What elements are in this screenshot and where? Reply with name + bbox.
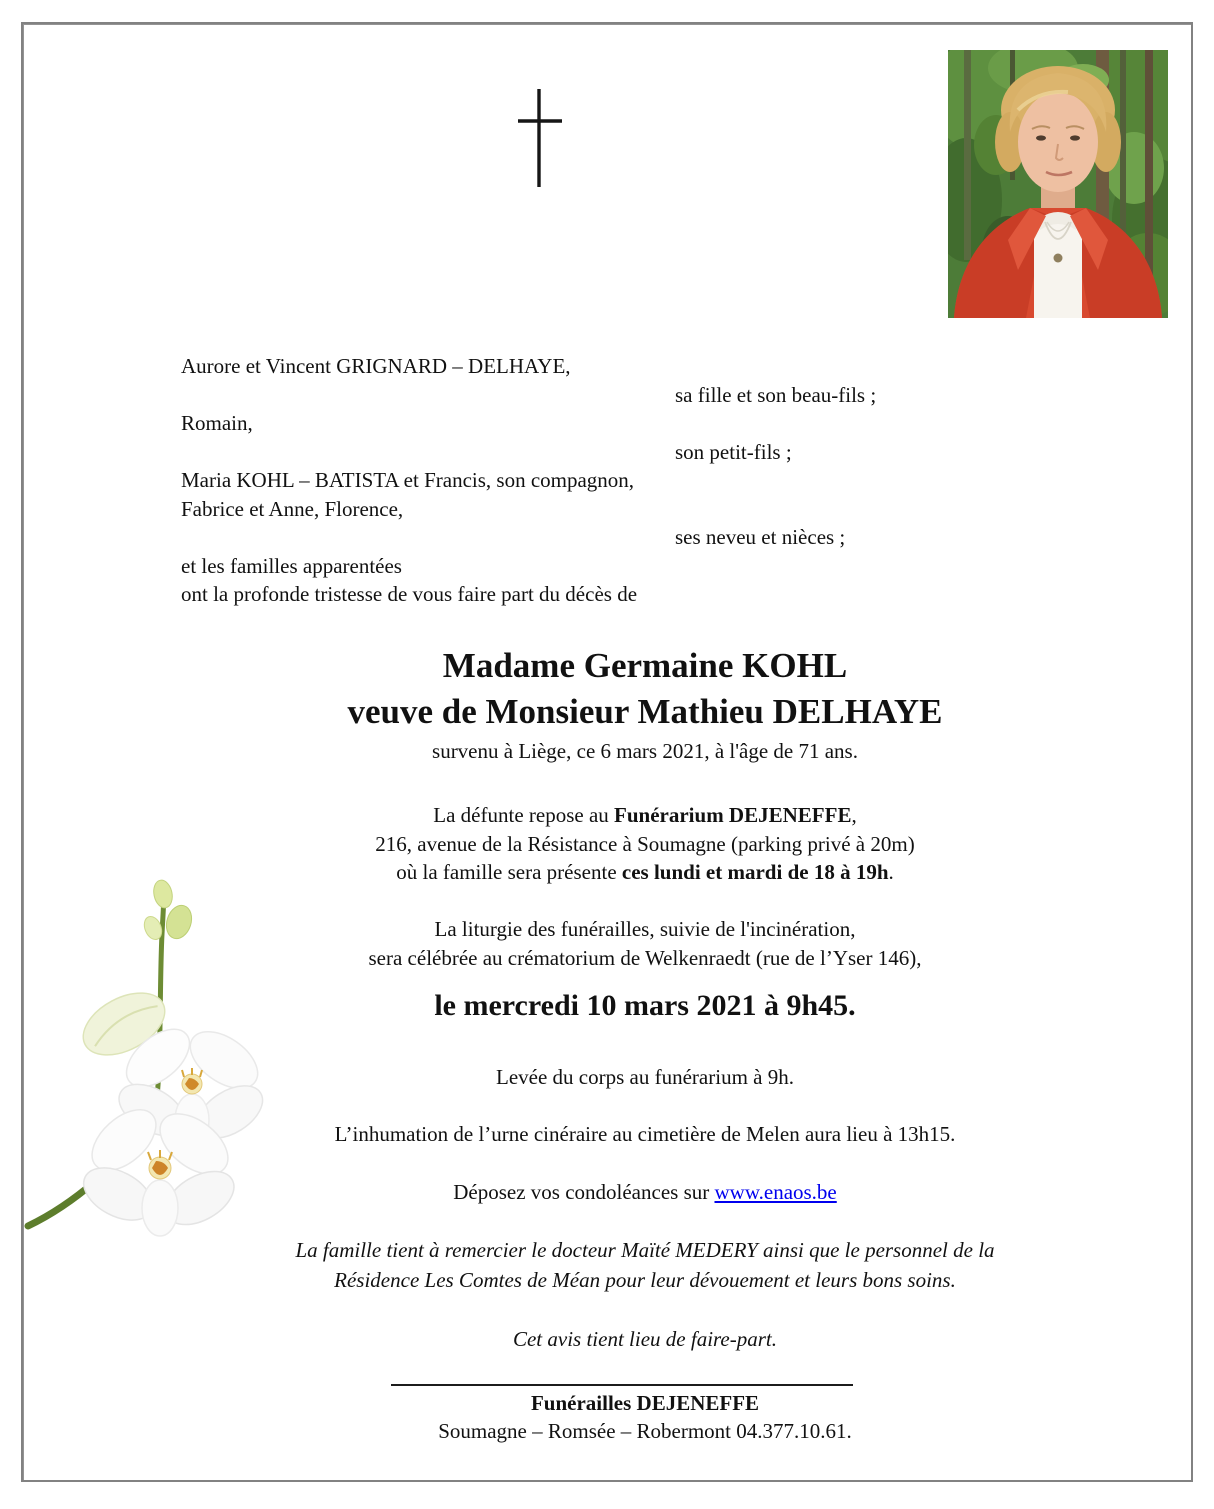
deceased-name-line2: veuve de Monsieur Mathieu DELHAYE xyxy=(347,692,943,731)
footer-divider-line xyxy=(391,1384,853,1386)
thanks-line2: Résidence Les Comtes de Méan pour leur dévouement et leurs bons soins. xyxy=(334,1267,956,1292)
family-line: et les familles apparentées xyxy=(181,553,402,578)
family-relation-line: son petit-fils ; xyxy=(675,439,792,464)
condolences-line: Déposez vos condoléances sur www.enaos.be xyxy=(453,1180,837,1204)
ceremony-block xyxy=(181,915,1109,972)
family-relation-line: ses neveu et nièces ; xyxy=(675,525,846,549)
ceremony-date-line: le mercredi 10 mars 2021 à 9h45. xyxy=(434,989,856,1022)
visiting-hours: ces lundi et mardi de 18 à 19h xyxy=(621,860,889,884)
family-line: Fabrice et Anne, Florence, xyxy=(181,496,404,521)
family-line: ont la profonde tristesse de vous faire part du décès de xyxy=(181,582,638,606)
levee-line: Levée du corps au funérarium à 9h. xyxy=(496,1065,794,1089)
repose-block xyxy=(181,801,1109,887)
deceased-name-title xyxy=(181,643,1109,735)
family-relation-line: sa fille et son beau-fils ; xyxy=(675,382,877,407)
family-announcement-block xyxy=(181,352,1041,609)
thanks-block xyxy=(181,1236,1109,1295)
portrait-photo xyxy=(948,50,1168,318)
ceremony-line2: sera célébrée au crématorium de Welkenraedt (rue de l’Yser 146), xyxy=(368,945,922,970)
family-line: Maria KOHL – BATISTA et Francis, son compagnon, xyxy=(181,468,635,492)
funeral-home-locations: Soumagne – Romsée – Robermont 04.377.10.61. xyxy=(438,1419,852,1443)
repose-visiting-line: où la famille sera présente ces lundi et mardi de 18 à 19h. xyxy=(396,860,894,884)
funerarium-name: Funérarium DEJENEFFE xyxy=(614,803,852,827)
faire-part-notice: Cet avis tient lieu de faire-part. xyxy=(512,1327,777,1351)
inhumation-line: L’inhumation de l’urne cinéraire au cimetière de Melen aura lieu à 13h15. xyxy=(334,1122,956,1146)
ceremony-line1: La liturgie des funérailles, suivie de l'incinération, xyxy=(434,917,856,941)
enaos-link[interactable]: www.enaos.be xyxy=(714,1180,837,1204)
thanks-line1: La famille tient à remercier le docteur Maïté MEDERY ainsi que le personnel de la xyxy=(295,1238,995,1262)
cross-icon xyxy=(514,86,564,192)
repose-line1: La défunte repose au Funérarium DEJENEFFE, xyxy=(433,803,857,827)
funeral-home-name: Funérailles DEJENEFFE xyxy=(530,1391,760,1415)
family-line: Romain, xyxy=(181,411,253,435)
repose-address-line: 216, avenue de la Résistance à Soumagne (parking privé à 20m) xyxy=(375,831,915,856)
death-info-line: survenu à Liège, ce 6 mars 2021, à l'âge de 71 ans. xyxy=(432,739,858,763)
orchid-image xyxy=(12,872,277,1252)
deceased-name-line1: Madame Germaine KOHL xyxy=(442,646,848,685)
family-line: Aurore et Vincent GRIGNARD – DELHAYE, xyxy=(181,354,571,378)
